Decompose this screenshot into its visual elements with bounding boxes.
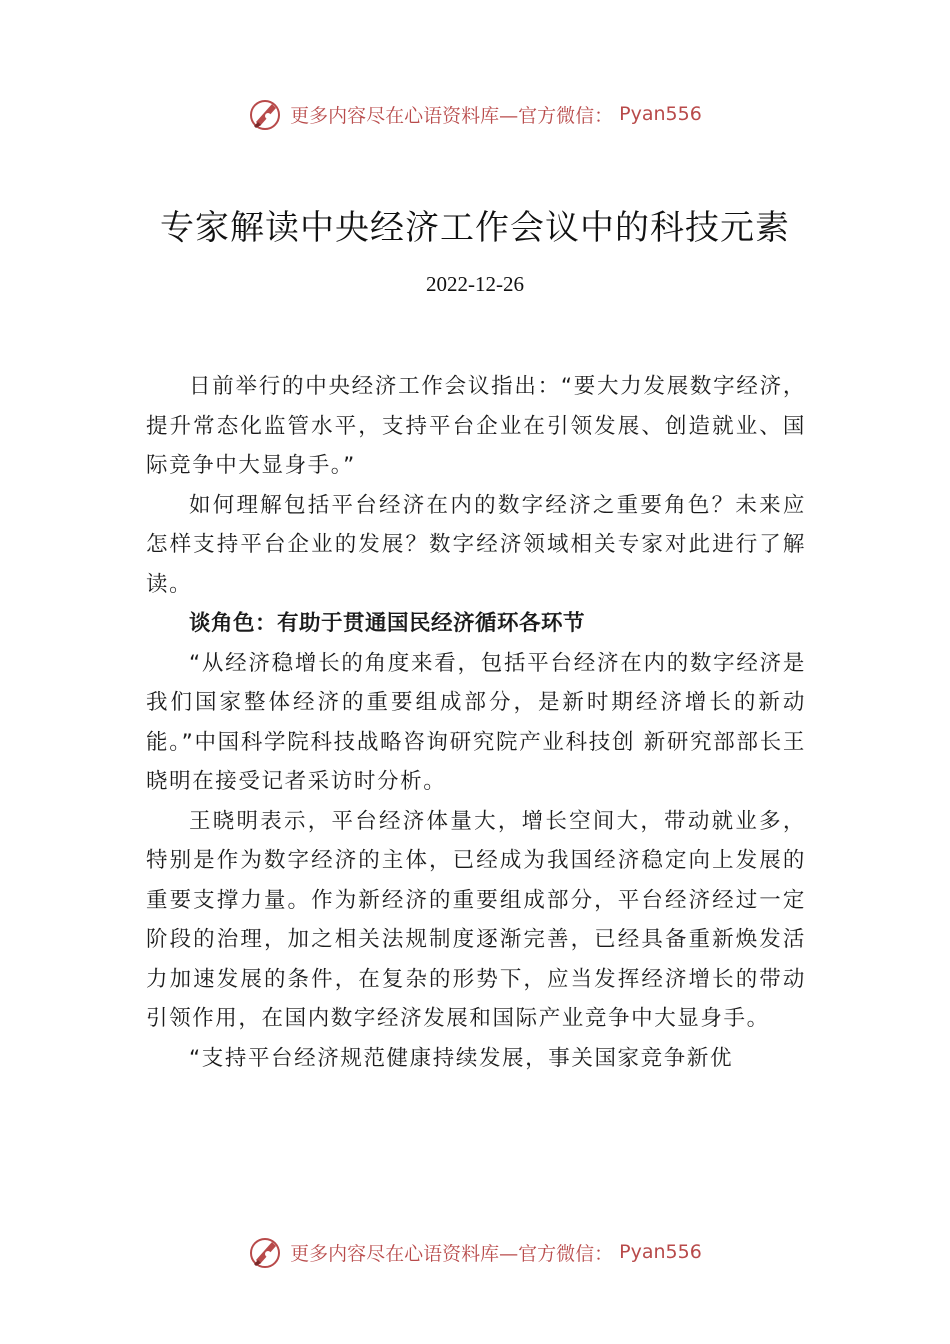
article-body <box>146 367 806 1078</box>
article-date: 2022-12-26 <box>426 272 524 296</box>
banner-brand-text: 更多内容尽在心语资料库—官方微信： <box>290 104 614 127</box>
footer-banner <box>0 1232 950 1272</box>
paragraph: 日前举行的中央经济工作会议指出：“要大力发展数字经济，提升常态化监管水平，支持平台企业在引领发展、创造就业、国际竞争中大显身手。” <box>146 374 806 478</box>
header-banner <box>0 94 950 134</box>
paragraph: “支持平台经济规范健康持续发展，事关国家竞争新优 <box>189 1045 734 1071</box>
article-title: 专家解读中央经济工作会议中的科技元素 <box>160 208 790 248</box>
banner-brand-text: 更多内容尽在心语资料库—官方微信： <box>290 1242 614 1265</box>
section-subheading: 谈角色：有助于贯通国民经济循环各环节 <box>189 611 586 636</box>
paragraph: 王晓明表示，平台经济体量大，增长空间大，带动就业多，特别是作为数字经济的主体，已经成为我国经济稳定向上发展的重要支撑力量。作为新经济的重要组成部分，平台经济经过一定阶段的治理，加之相关法规制度逐渐完善，已经具备重新焕发活力加速发展的条件，在复杂的形势下，应当发挥经济增长的带动引领作用，在国内数字经济发展和国际产业竞争中大显身手。 <box>146 808 806 1031</box>
paragraph: “从经济稳增长的角度来看，包括平台经济在内的数字经济是我们国家整体经济的重要组成部分，是新时期经济增长的新动能。”中国科学院科技战略咨询研究院产业科技创 新研究部部长王晓明在接受记者采访时分析。 <box>146 650 806 794</box>
pen-logo-icon <box>248 96 284 132</box>
pen-logo-icon <box>248 1234 284 1270</box>
banner-wechat-id: Pyan556 <box>619 103 702 125</box>
banner-wechat-id: Pyan556 <box>619 1241 702 1263</box>
paragraph: 如何理解包括平台经济在内的数字经济之重要角色？未来应怎样支持平台企业的发展？数字经济领域相关专家对此进行了解读。 <box>146 492 806 597</box>
